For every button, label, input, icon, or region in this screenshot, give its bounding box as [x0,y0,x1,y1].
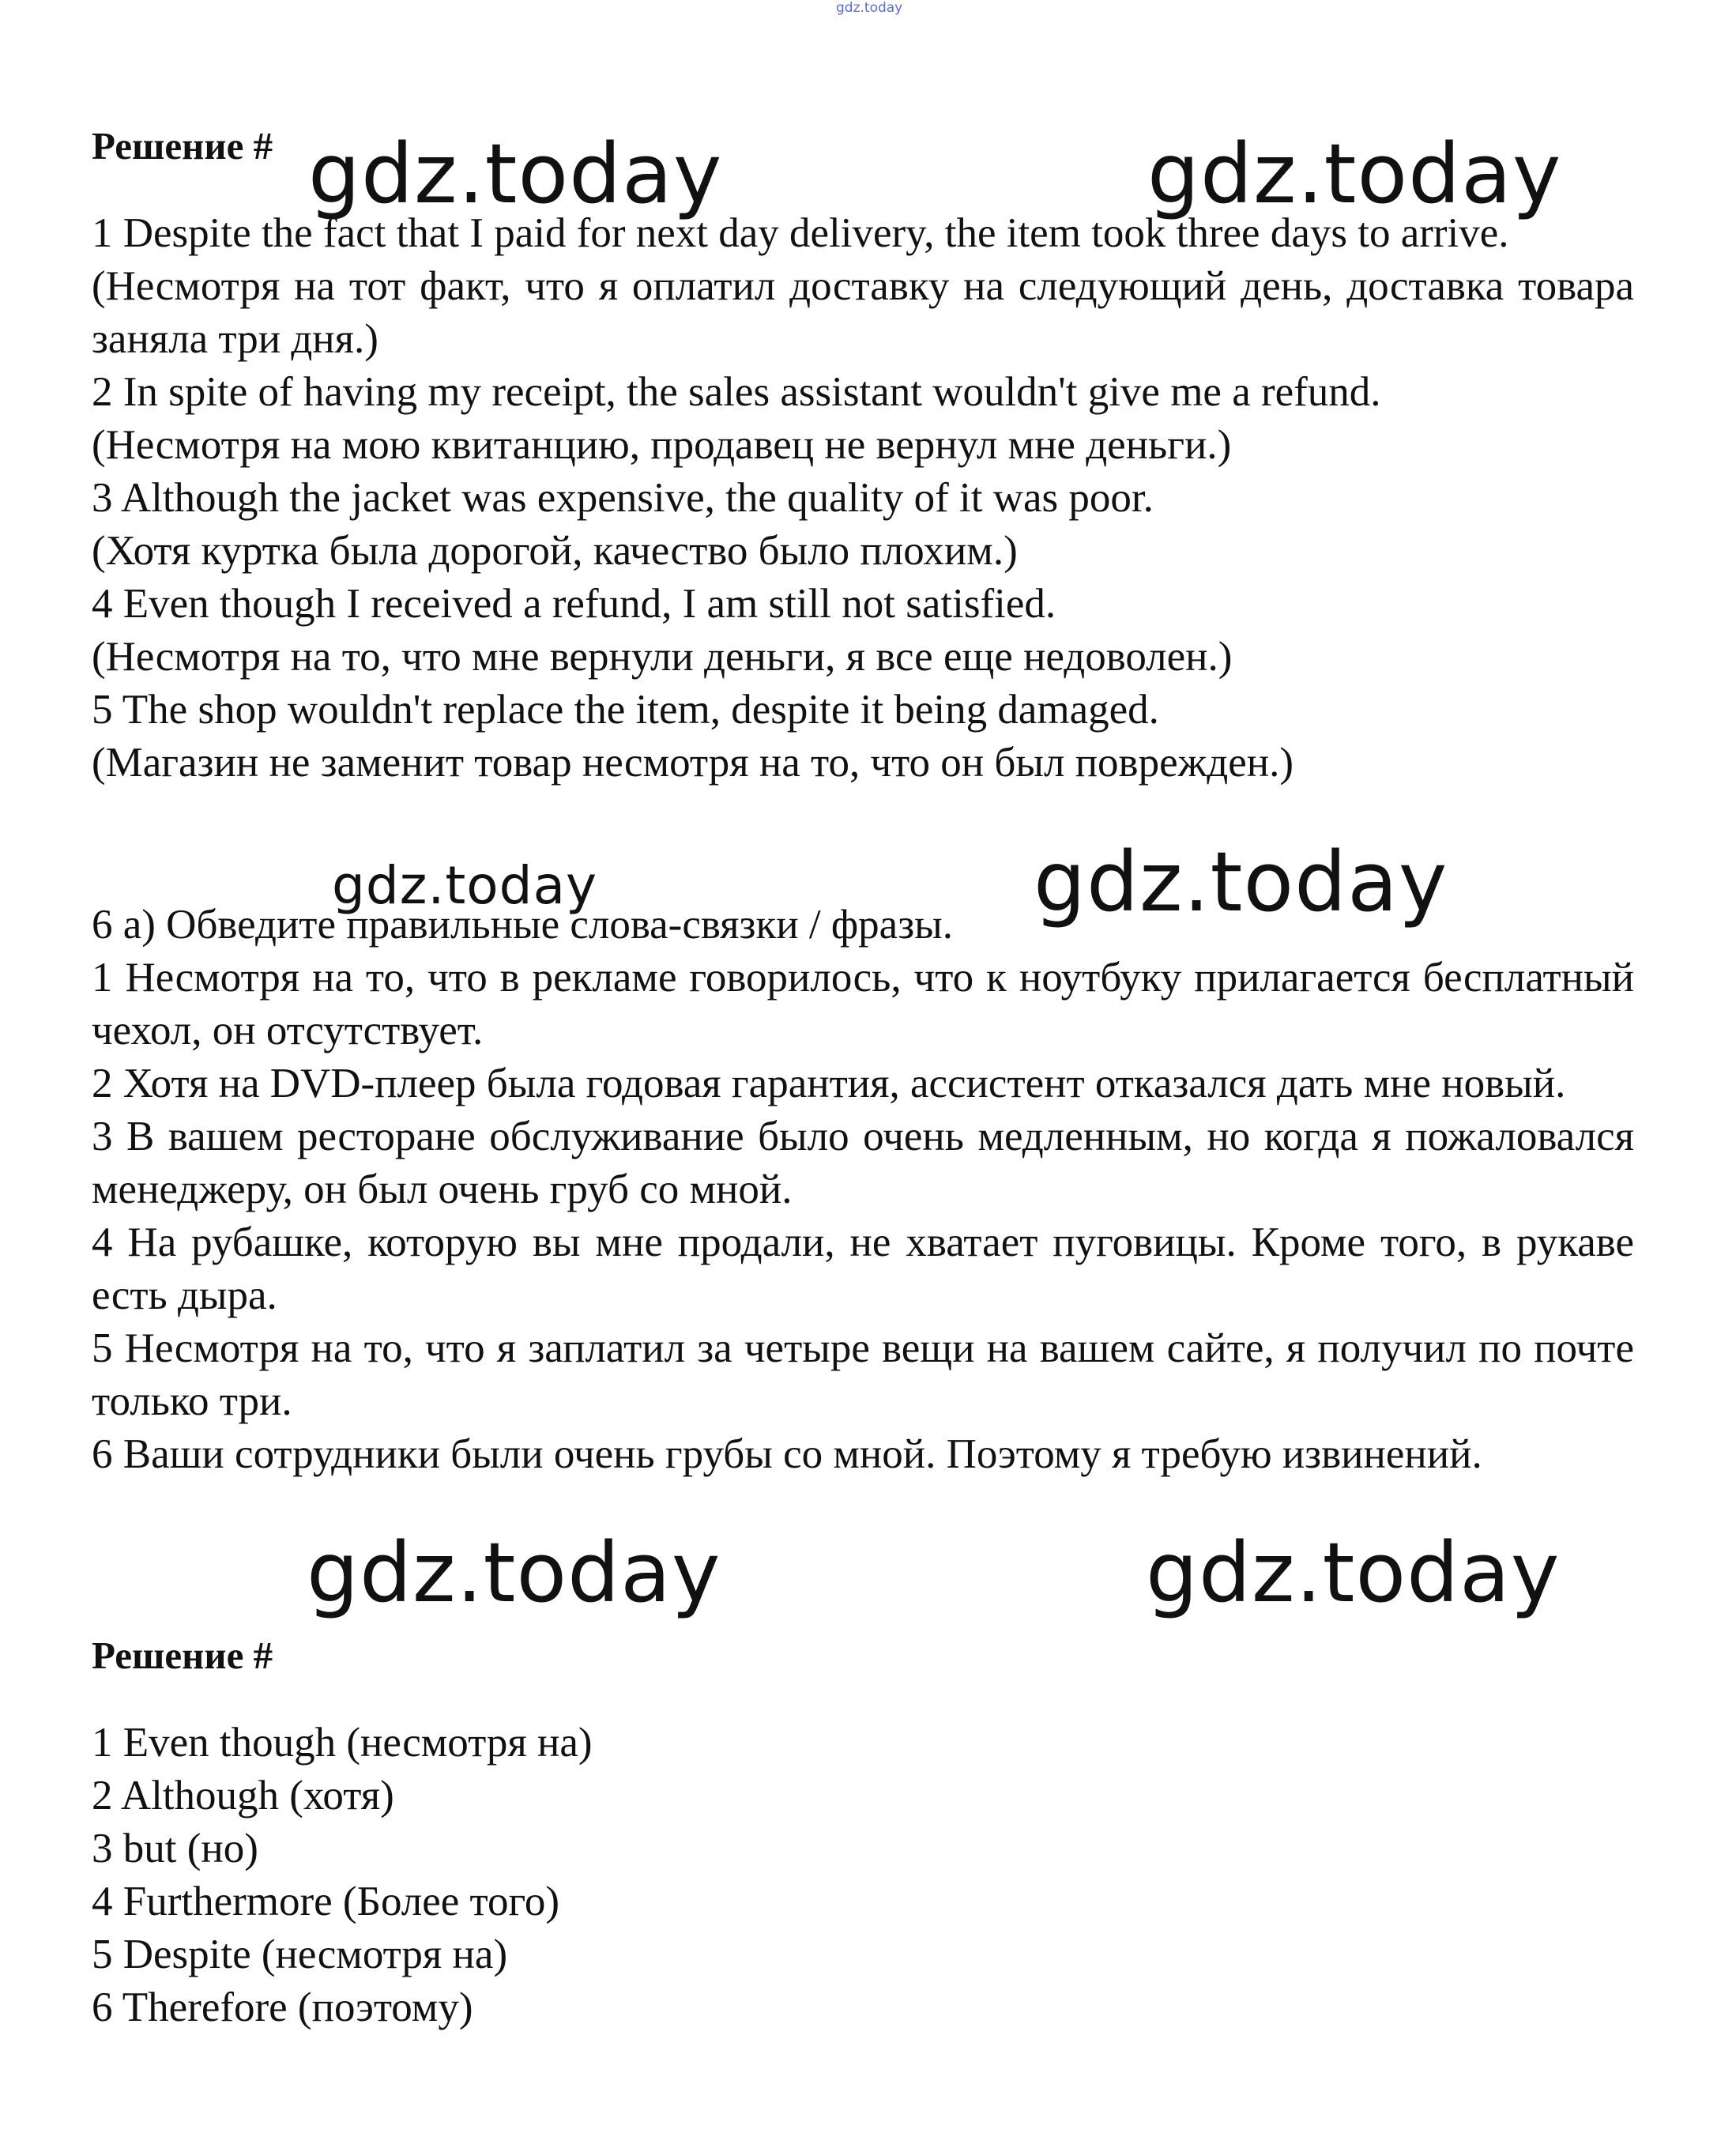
answer-item: 2 Although (хотя) [92,1773,394,1819]
task-item: 6 Ваши сотрудники были очень грубы со мной. Поэтому я требую извинений. [92,1431,1482,1477]
answer-item: 3 but (но) [92,1826,258,1871]
solution-2-answers [92,1717,1634,2034]
solution-line: 2 In spite of having my receipt, the sales assistant wouldn't give me a refund. [92,369,1381,415]
solution-line: 4 Even though I received a refund, I am still not satisfied. [92,581,1056,627]
answer-item: 6 Therefore (поэтому) [92,1984,473,2030]
watermark: gdz.today [332,855,598,916]
solution-line: 3 Although the jacket was expensive, the quality of it was poor. [92,475,1154,521]
solution-line: (Магазин не заменит товар несмотря на то, что он был поврежден.) [92,740,1294,786]
task-6a [92,899,1634,1481]
solution-line: (Несмотря на мою квитанцию, продавец не вернул мне деньги.) [92,422,1232,468]
solution-1-text [92,207,1634,790]
solution-heading-2: Решение # [92,1634,273,1677]
watermark: gdz.today [307,1525,721,1621]
answer-item: 5 Despite (несмотря на) [92,1932,508,1977]
solution-line: (Хотя куртка была дорогой, качество было плохим.) [92,528,1018,574]
task-item: 1 Несмотря на то, что в рекламе говорилось, что к ноутбуку прилагается бесплатный чехол, он отсутствует. [92,955,1634,1053]
answer-item: 1 Even though (несмотря на) [92,1720,593,1766]
solution-line: 1 Despite the fact that I paid for next day delivery, the item took three days to arrive. [92,210,1509,256]
solution-line: (Несмотря на тот факт, что я оплатил доставку на следующий день, доставка товара заняла три дня.) [92,263,1634,362]
task-item: 3 В вашем ресторане обслуживание было очень медленным, но когда я пожаловался менеджеру, он был очень груб со мной. [92,1114,1634,1212]
task-item: 2 Хотя на DVD-плеер была годовая гарантия, ассистент отказался дать мне новый. [92,1061,1566,1106]
task-title: 6 a) Обведите правильные слова-связки / фразы. [92,902,953,948]
watermark: gdz.today [1034,834,1448,930]
watermark: gdz.today [1146,1525,1561,1621]
watermark: gdz.today [1147,126,1562,222]
site-logo-mark: gdz.today [836,0,903,16]
task-item: 5 Несмотря на то, что я заплатил за четыре вещи на вашем сайте, я получил по почте только три. [92,1325,1634,1424]
solution-line: 5 The shop wouldn't replace the item, despite it being damaged. [92,687,1159,733]
watermark: gdz.today [308,126,723,222]
task-item: 4 На рубашке, которую вы мне продали, не хватает пуговицы. Кроме того, в рукаве есть дыра. [92,1219,1634,1318]
answer-item: 4 Furthermore (Более того) [92,1879,560,1924]
solution-line: (Несмотря на то, что мне вернули деньги, я все еще недоволен.) [92,634,1233,680]
solution-heading-1: Решение # [92,124,273,168]
